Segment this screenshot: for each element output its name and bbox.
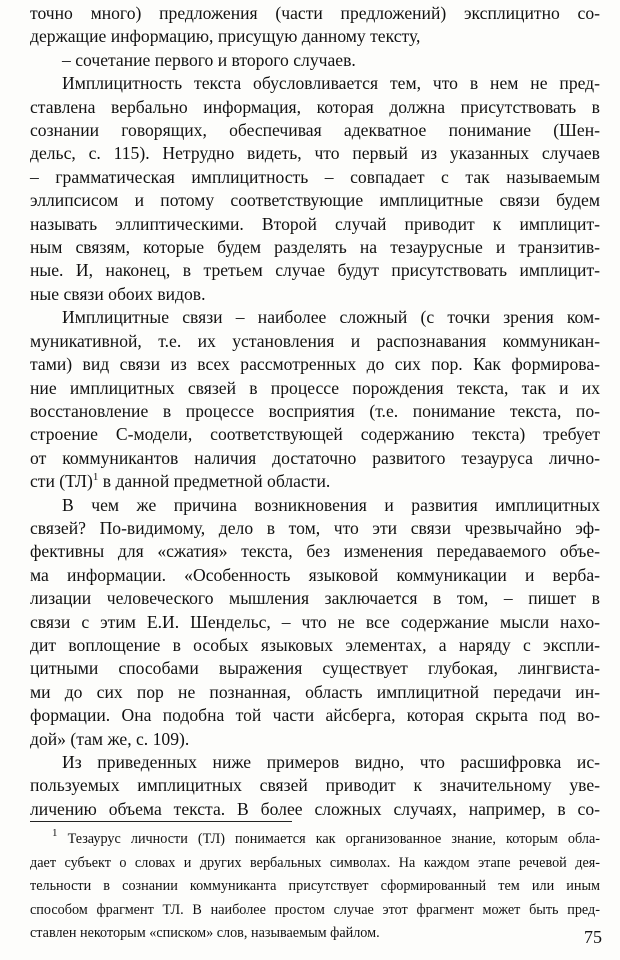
- paragraph-6: [30, 751, 600, 821]
- text-line-with-footnote-ref: [30, 470, 600, 493]
- text-line: ные связи обоих видов.: [30, 283, 206, 304]
- text-line: строение С-модели, соответствующей содержанию текста) требует: [30, 424, 600, 445]
- text-fragment: сти (ТЛ): [30, 471, 93, 492]
- main-text: [30, 2, 600, 821]
- text-line: формации. Она подобна той части айсберга, которая скрыта под во-: [30, 705, 600, 726]
- text-line: цитными способами выражения существует глубокая, лингвиста-: [30, 658, 600, 679]
- text-line: В чем же причина возникновения и развития имплицитных: [62, 494, 600, 515]
- footnote-line: дает субъект о словах и других вербальных символах. На каждом этапе речевой дея-: [30, 854, 600, 871]
- page-number: 75: [584, 927, 602, 947]
- text-line: тами) вид связи из всех рассмотренных до сих пор. Как формирова-: [30, 354, 600, 375]
- footnote-text: Тезаурус личности (ТЛ) понимается как организованное знание, которым обла-: [67, 831, 600, 847]
- text-line: дит воплощение в особых языковых элементах, а наряду с экспли-: [30, 634, 600, 655]
- footnote-divider: [30, 821, 292, 822]
- text-line: сознании говорящих, обеспечивая адекватное понимание (Шен-: [30, 120, 600, 141]
- text-line: связей? По-видимому, дело в том, что эти связи чрезвычайно эф-: [30, 517, 600, 538]
- text-line: называть эллиптическими. Второй случай приводит к имплицит-: [30, 213, 600, 234]
- text-line: личению объема текста. В более сложных случаях, например, в со-: [30, 798, 600, 819]
- text-line: ные. И, наконец, в третьем случае будут присутствовать имплицит-: [30, 260, 600, 281]
- paragraph-4: [30, 306, 600, 493]
- text-line: ным связям, которые будем разделять на тезаурусные и транзитив-: [30, 237, 600, 258]
- text-line: – грамматическая имплицитность – совпадает с так называемым: [30, 166, 600, 187]
- text-line: Имплицитные связи – наиболее сложный (с точки зрения ком-: [62, 307, 600, 328]
- text-line: ние имплицитных связей в процессе порождения текста, так и их: [30, 377, 600, 398]
- footnote-marker: 1: [52, 827, 58, 839]
- text-line: восстановление в процессе восприятия (т.е. понимание текста, по-: [30, 400, 600, 421]
- text-line: дой» (там же, с. 109).: [30, 728, 190, 749]
- text-line: держащие информацию, присущую данному тексту,: [30, 26, 421, 47]
- footnote-line: ставлен некоторым «списком» слов, называемым файлом.: [30, 925, 380, 942]
- text-line: лизации человеческого мышления заключается в том, – пишет в: [30, 588, 600, 609]
- text-line: Из приведенных ниже примеров видно, что расшифровка ис-: [62, 752, 600, 772]
- footnote: [30, 828, 600, 946]
- text-line: точно много) предложения (части предложений) эксплицитно со-: [30, 3, 600, 23]
- text-line: Имплицитность текста обусловливается тем, что в нем не пред-: [62, 73, 600, 94]
- text-line: муникативной, т.е. их установления и распознавания коммуникан-: [30, 330, 600, 351]
- footnote-ref: 1: [92, 471, 99, 484]
- text-line: связи с этим Е.И. Шендельс, – что не все содержание мысли нахо-: [30, 611, 600, 632]
- text-line: дельс, с. 115). Нетрудно видеть, что первый из указанных случаев: [30, 143, 600, 164]
- footnote-line: способом фрагмент ТЛ. В наиболее простом случае этот фрагмент может быть пред-: [30, 901, 600, 918]
- text-line: от коммуникантов наличия достаточно развитого тезауруса лично-: [30, 447, 600, 468]
- paragraph-2: [30, 49, 600, 72]
- text-line: эллипсисом и потому соответствующие имплицитные связи будем: [30, 190, 600, 211]
- footnote-line: тельности в сознании коммуниканта присутствует сформированный тем или иным: [30, 878, 600, 895]
- paragraph-1: [30, 2, 600, 49]
- text-line: фективны для «сжатия» текста, без изменения передаваемого объе-: [30, 541, 600, 562]
- text-line: – сочетание первого и второго случаев.: [62, 49, 356, 70]
- paragraph-3: [30, 72, 600, 306]
- text-line: ставлена вербально информация, которая должна присутствовать в: [30, 96, 600, 117]
- paragraph-5: [30, 494, 600, 751]
- footnote-line: [30, 828, 600, 852]
- text-line: пользуемых имплицитных связей приводит к значительному уве-: [30, 775, 600, 796]
- text-fragment: в данной предметной области.: [98, 471, 331, 492]
- text-line: ми до сих пор не познанная, область имплицитной передачи ин-: [30, 681, 600, 702]
- text-line: ма информации. «Особенность языковой коммуникации и верба-: [30, 564, 600, 585]
